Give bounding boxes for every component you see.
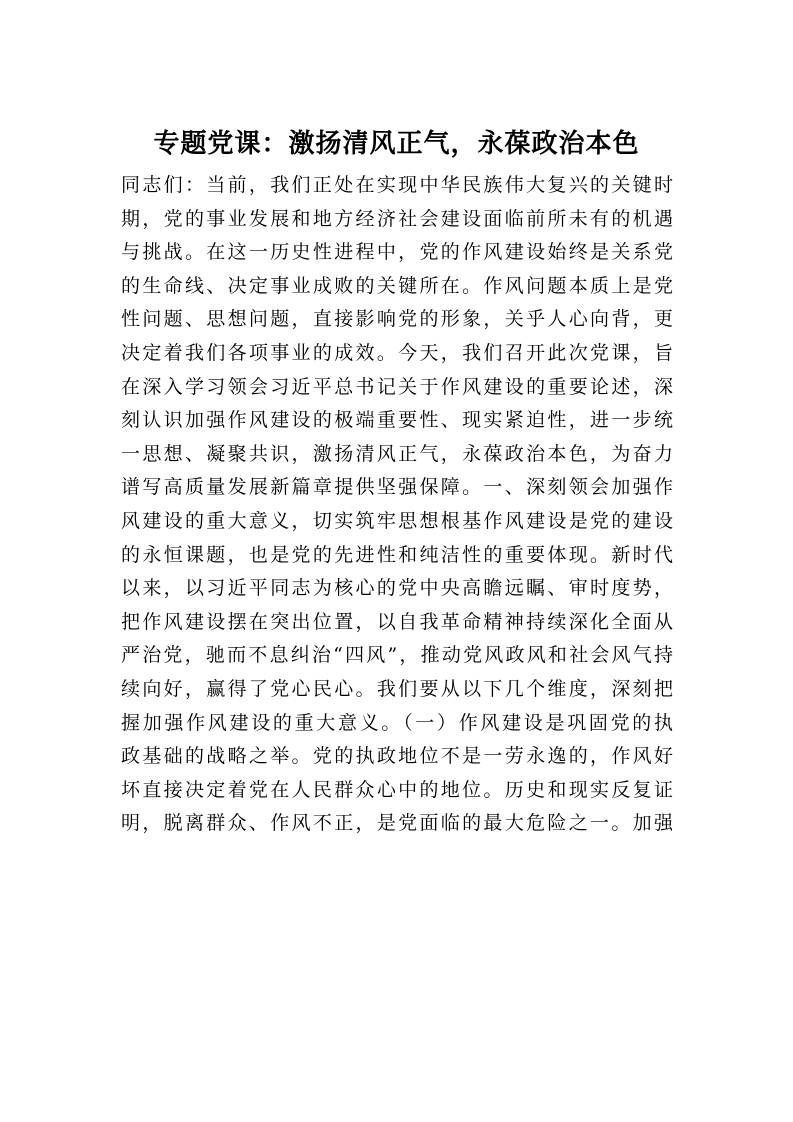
body-line: 严治党，驰而不息纠治“四风”，推动党风政风和社会风气持: [121, 644, 673, 667]
body-line: 坏直接决定着党在人民群众心中的地位。历史和现实反复证: [121, 778, 673, 801]
body-line: 期，党的事业发展和地方经济社会建设面临前所未有的机遇: [121, 207, 673, 230]
body-line: 决定着我们各项事业的成效。今天，我们召开此次党课，旨: [121, 341, 673, 364]
document-title: 专题党课：激扬清风正气，永葆政治本色: [153, 129, 640, 159]
body-line: 把作风建设摆在突出位置，以自我革命精神持续深化全面从: [121, 610, 673, 633]
body-line: 风建设的重大意义，切实筑牢思想根基作风建设是党的建设: [121, 509, 673, 532]
body-line: 以来，以习近平同志为核心的党中央高瞻远瞩、审时度势，: [121, 577, 673, 600]
body-line: 握加强作风建设的重大意义。（一）作风建设是巩固党的执: [121, 711, 673, 734]
document-body: [121, 169, 673, 841]
body-line: 刻认识加强作风建设的极端重要性、现实紧迫性，进一步统: [121, 409, 673, 432]
body-line: 与挑战。在这一历史性进程中，党的作风建设始终是关系党: [121, 241, 673, 264]
body-line: 同志们：当前，我们正处在实现中华民族伟大复兴的关键时: [121, 174, 673, 196]
body-line: 政基础的战略之举。党的执政地位不是一劳永逸的，作风好: [121, 745, 673, 768]
body-line: 明，脱离群众、作风不正，是党面临的最大危险之一。加强: [121, 812, 673, 835]
body-line: 续向好，赢得了党心民心。我们要从以下几个维度，深刻把: [121, 677, 673, 700]
body-line: 谱写高质量发展新篇章提供坚强保障。一、深刻领会加强作: [121, 476, 673, 499]
body-line: 的永恒课题，也是党的先进性和纯洁性的重要体现。新时代: [121, 543, 673, 566]
body-line: 的生命线、决定事业成败的关键所在。作风问题本质上是党: [121, 274, 673, 297]
body-line: 在深入学习领会习近平总书记关于作风建设的重要论述，深: [121, 375, 673, 398]
body-line: 性问题、思想问题，直接影响党的形象，关乎人心向背，更: [121, 308, 673, 331]
body-line: 一思想、凝聚共识，激扬清风正气，永葆政治本色，为奋力: [121, 442, 673, 465]
